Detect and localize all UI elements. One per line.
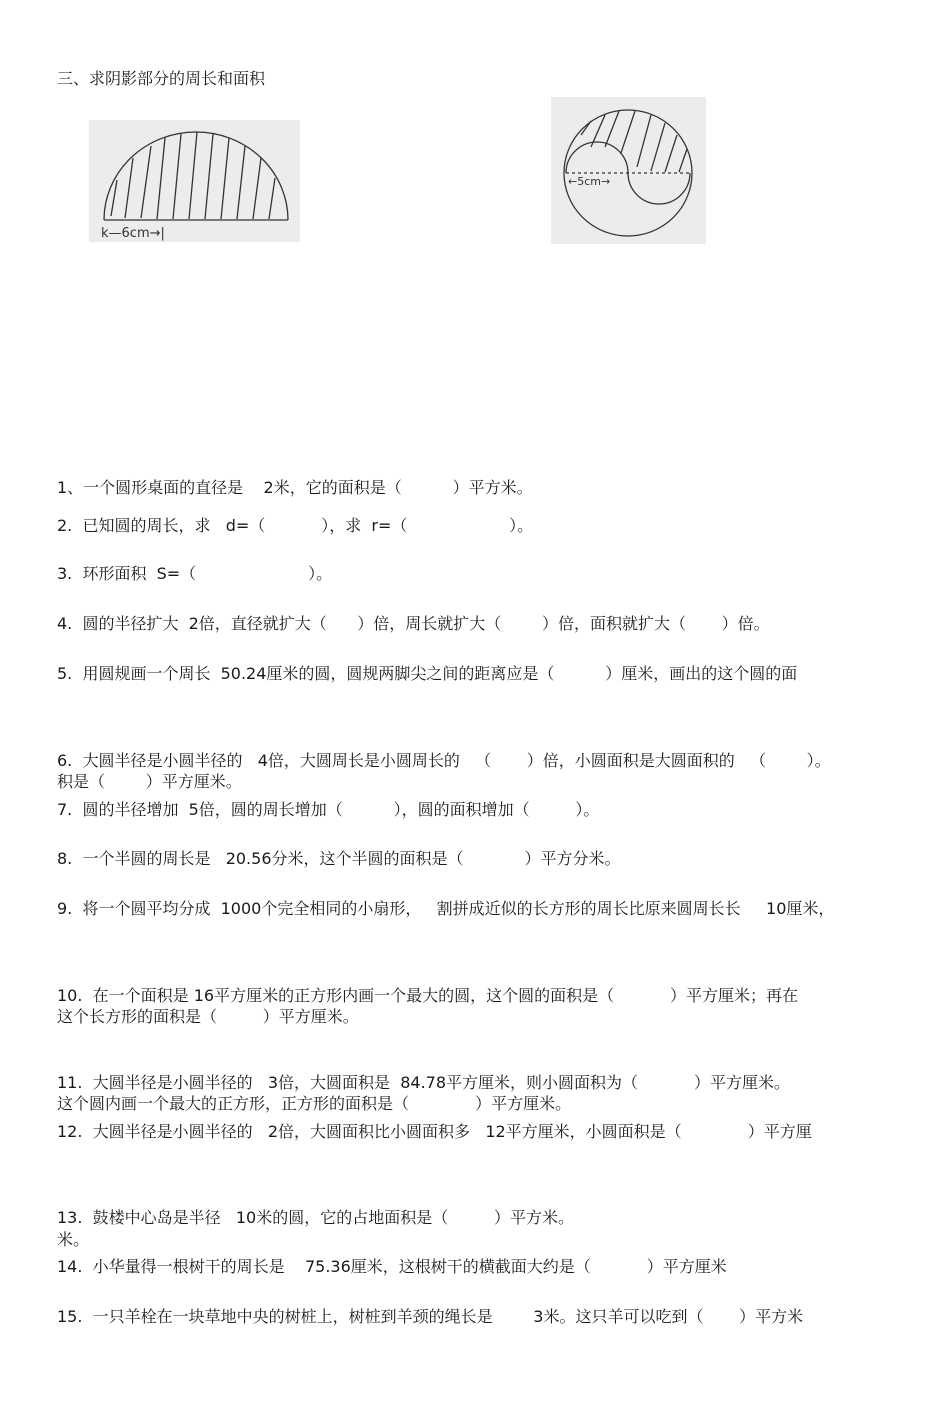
section-title: 三、求阴影部分的周长和面积 bbox=[57, 69, 266, 88]
question-line: 1、一个圆形桌面的直径是 2米，它的面积是（ ）平方米。 bbox=[57, 478, 533, 497]
question-line: 8. 一个半圆的周长是 20.56分米，这个半圆的面积是（ ）平方分米。 bbox=[57, 849, 621, 868]
question-line: 积是（ ）平方厘米。 bbox=[57, 772, 242, 791]
question-line: 11. 大圆半径是小圆半径的 3倍，大圆面积是 84.78平方厘米，则小圆面积为（ ）平方厘米。 bbox=[57, 1073, 790, 1092]
question-line: 3. 环形面积 S=（ ）。 bbox=[57, 564, 333, 583]
question-line: 14. 小华量得一根树干的周长是 75.36厘米，这根树干的横截面大约是（ ）平方厘米 bbox=[57, 1257, 727, 1276]
question-line: 米。 bbox=[57, 1230, 90, 1249]
question-line: 12. 大圆半径是小圆半径的 2倍，大圆面积比小圆面积多 12平方厘米，小圆面积是（ ）平方厘 bbox=[57, 1122, 812, 1141]
question-line: 9. 将一个圆平均分成 1000个完全相同的小扇形， 割拼成近似的长方形的周长比原来圆周长长 10厘米， bbox=[57, 899, 835, 918]
question-line: 4. 圆的半径扩大 2倍，直径就扩大（ ）倍，周长就扩大（ ）倍，面积就扩大（ ）倍。 bbox=[57, 614, 770, 633]
question-line: 2. 已知圆的周长，求 d=（ ），求 r=（ ）。 bbox=[57, 516, 534, 535]
question-line: 这个圆内画一个最大的正方形，正方形的面积是（ ）平方厘米。 bbox=[57, 1094, 572, 1113]
semicircle-figure bbox=[89, 120, 300, 242]
question-line: 这个长方形的面积是（ ）平方厘米。 bbox=[57, 1007, 359, 1026]
yinyang-figure bbox=[551, 97, 706, 244]
question-line: 10. 在一个面积是 16平方厘米的正方形内画一个最大的圆，这个圆的面积是（ ）平方厘米；再在 bbox=[57, 986, 799, 1005]
question-line: 5. 用圆规画一个周长 50.24厘米的圆，圆规两脚尖之间的距离应是（ ）厘米，画出的这个圆的面 bbox=[57, 664, 798, 683]
question-line: 7. 圆的半径增加 5倍，圆的周长增加（ ），圆的面积增加（ ）。 bbox=[57, 800, 600, 819]
question-line: 15. 一只羊栓在一块草地中央的树桩上，树桩到羊颈的绳长是 3米。这只羊可以吃到（ ）平方米 bbox=[57, 1307, 804, 1326]
yinyang-diameter-label: ←5cm→ bbox=[568, 175, 611, 188]
question-line: 13. 鼓楼中心岛是半径 10米的圆，它的占地面积是（ ）平方米。 bbox=[57, 1208, 575, 1227]
question-15 bbox=[57, 1227, 897, 1407]
semicircle-radius-label: k—6cm→| bbox=[101, 226, 165, 241]
question-line: 6. 大圆半径是小圆半径的 4倍，大圆周长是小圆周长的 （ ）倍，小圆面积是大圆面积的 （ ）。 bbox=[57, 751, 831, 770]
